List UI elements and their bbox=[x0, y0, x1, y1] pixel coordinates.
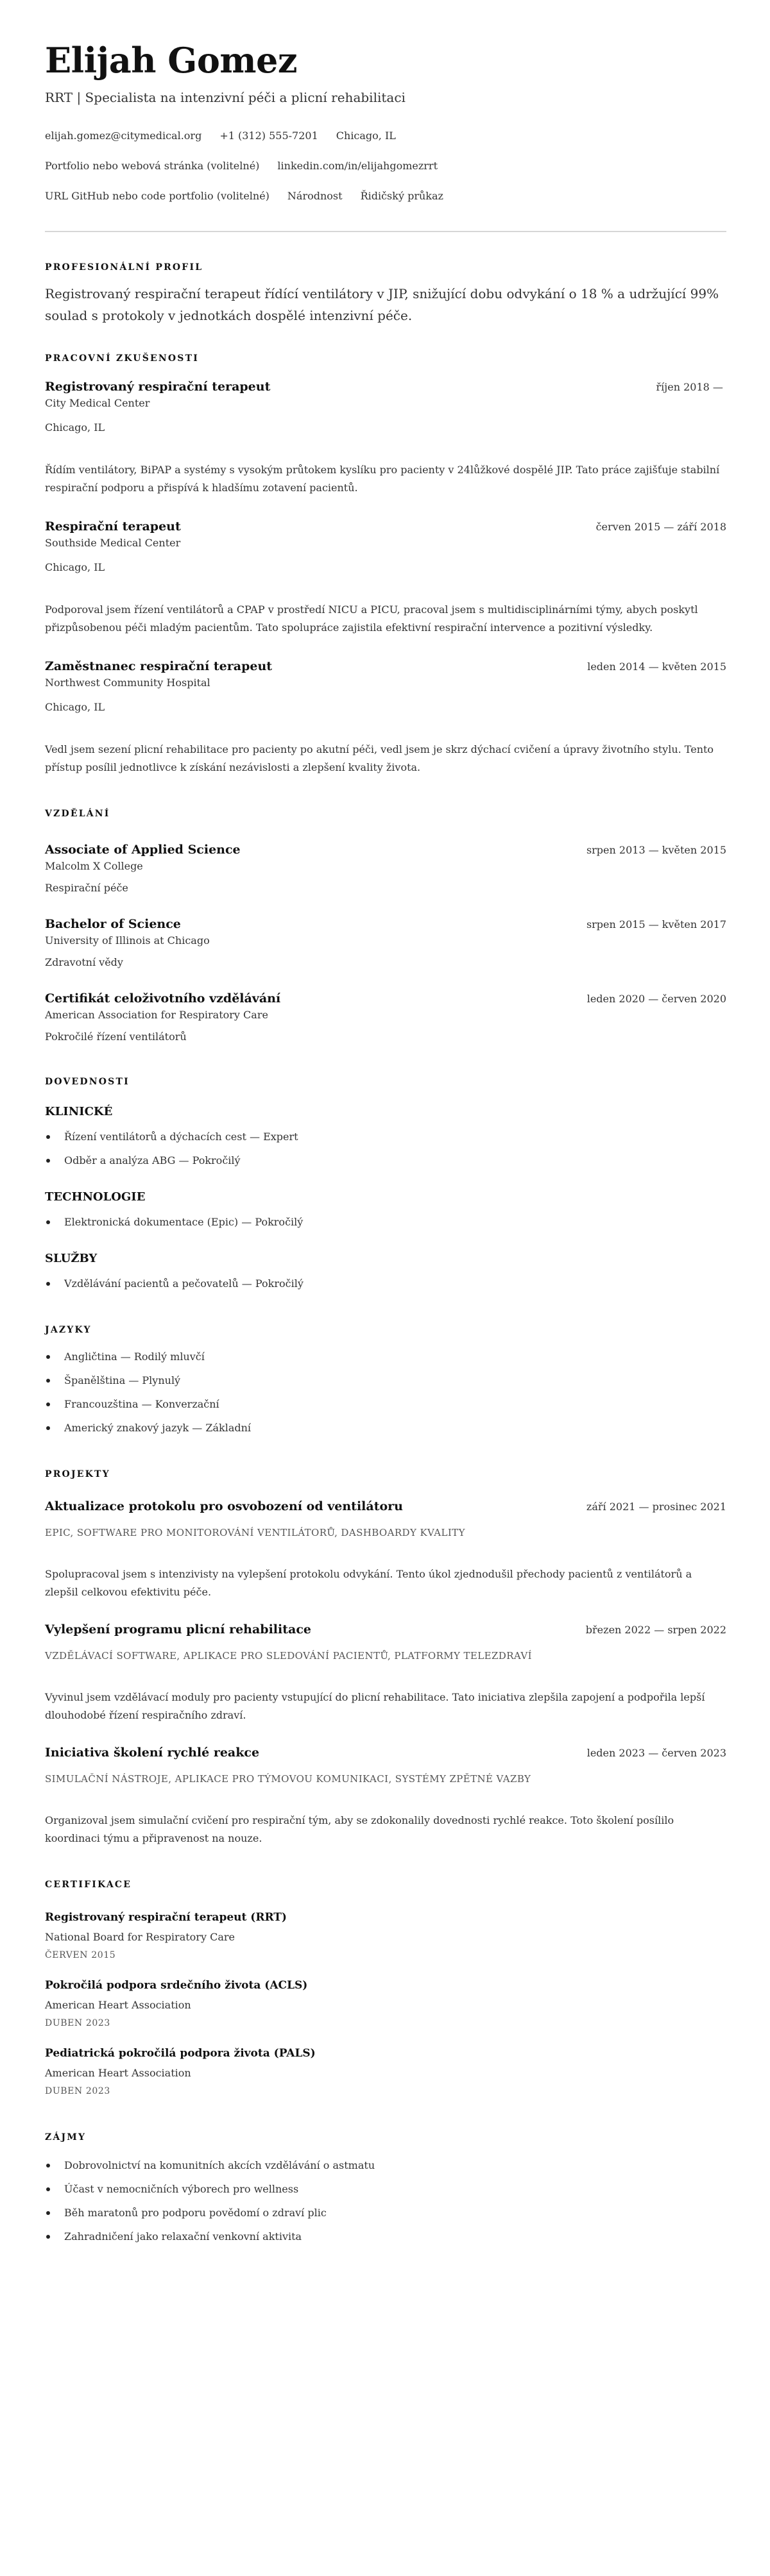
project-dates: březen 2022 — srpen 2022 bbox=[585, 1624, 726, 1636]
project-name: Iniciativa školení rychlé reakce bbox=[45, 1746, 260, 1760]
interests-section bbox=[45, 2131, 726, 2246]
skill-group-clinical: KLINICKÉ bbox=[45, 1105, 113, 1118]
section-title-experience: PRACOVNÍ ZKUŠENOSTI bbox=[45, 353, 199, 364]
phone-link[interactable]: +1 (312) 555-7201 bbox=[219, 130, 318, 142]
header-divider bbox=[45, 231, 726, 232]
degree: Associate of Applied Science bbox=[45, 843, 241, 857]
job-location: Chicago, IL bbox=[45, 701, 105, 713]
nationality: Národnost bbox=[287, 190, 343, 202]
bullet-icon bbox=[46, 2187, 50, 2191]
section-title-skills: DOVEDNOSTI bbox=[45, 1077, 130, 1087]
education-dates: srpen 2015 — květen 2017 bbox=[586, 918, 726, 930]
skill-list bbox=[45, 1275, 726, 1293]
project-tech: SIMULAČNÍ NÁSTROJE, APLIKACE PRO TÝMOVOU KOMUNIKACI, SYSTÉMY ZPĚTNÉ VAZBY bbox=[45, 1773, 531, 1785]
language-item: Americký znakový jazyk — Základní bbox=[45, 1419, 726, 1437]
project-name: Vylepšení programu plicní rehabilitace bbox=[45, 1622, 311, 1637]
language-item: Španělština — Plynulý bbox=[45, 1372, 726, 1390]
skill-item: Odběr a analýza ABG — Pokročilý bbox=[45, 1152, 726, 1170]
skill-list bbox=[45, 1213, 726, 1231]
job-dates: leden 2014 — květen 2015 bbox=[587, 661, 726, 673]
certification-issuer: National Board for Respiratory Care bbox=[45, 1931, 235, 1943]
section-title-profile: PROFESIONÁLNÍ PROFIL bbox=[45, 262, 203, 273]
location: Chicago, IL bbox=[336, 130, 396, 142]
profile-section bbox=[45, 261, 726, 326]
experience-section bbox=[45, 352, 726, 777]
certification-name: Registrovaný respirační terapeut (RRT) bbox=[45, 1911, 287, 1924]
education-entry bbox=[45, 841, 726, 896]
skill-group-technology: TECHNOLOGIE bbox=[45, 1190, 146, 1204]
skill-item: Elektronická dokumentace (Epic) — Pokročilý bbox=[45, 1213, 726, 1231]
skill-list bbox=[45, 1128, 726, 1170]
interest-item: Dobrovolnictví na komunitních akcích vzdělávání o astmatu bbox=[45, 2157, 726, 2175]
email-link[interactable]: elijah.gomez@citymedical.org bbox=[45, 130, 202, 142]
section-title-languages: JAZYKY bbox=[45, 1325, 92, 1335]
linkedin-link[interactable]: linkedin.com/in/elijahgomezrrt bbox=[277, 160, 438, 172]
project-tech: VZDĚLÁVACÍ SOFTWARE, APLIKACE PRO SLEDOVÁNÍ PACIENTŮ, PLATFORMY TELEZDRAVÍ bbox=[45, 1650, 532, 1662]
certification-name: Pediatrická pokročilá podpora života (PALS) bbox=[45, 2047, 316, 2060]
resume-header bbox=[45, 37, 726, 232]
contact-row-3 bbox=[45, 189, 726, 204]
certification-date: DUBEN 2023 bbox=[45, 2018, 110, 2028]
project-description: Spolupracoval jsem s intenzivisty na vylepšení protokolu odvykání. Tento úkol zjednodušil přechody pacientů z ventilátorů a zlepšil celkovou efektivitu péče. bbox=[45, 1568, 692, 1598]
certification-entry bbox=[45, 1977, 726, 2030]
skill-group-services: SLUŽBY bbox=[45, 1252, 98, 1265]
project-description: Vyvinul jsem vzdělávací moduly pro pacienty vstupující do plicní rehabilitace. Tato iniciativa zlepšila zapojení a podpořila lepší dlouhodobé řízení respiračního zdraví. bbox=[45, 1691, 705, 1721]
bullet-icon bbox=[46, 1220, 50, 1224]
school-name: American Association for Respiratory Care bbox=[45, 1009, 268, 1021]
company-name: Southside Medical Center bbox=[45, 537, 181, 549]
school-name: University of Illinois at Chicago bbox=[45, 934, 210, 947]
bullet-icon bbox=[46, 1159, 50, 1163]
certifications-section bbox=[45, 1878, 726, 2098]
certification-issuer: American Heart Association bbox=[45, 2067, 191, 2079]
section-title-projects: PROJEKTY bbox=[45, 1469, 110, 1479]
section-title-certifications: CERTIFIKACE bbox=[45, 1880, 132, 1890]
education-entry bbox=[45, 989, 726, 1045]
interest-list bbox=[45, 2157, 726, 2246]
bullet-icon bbox=[46, 1402, 50, 1406]
education-section bbox=[45, 807, 726, 1045]
job-dates: červen 2015 — září 2018 bbox=[595, 521, 726, 533]
experience-entry bbox=[45, 378, 726, 497]
education-dates: srpen 2013 — květen 2015 bbox=[586, 844, 726, 856]
bullet-icon bbox=[46, 1355, 50, 1359]
bullet-icon bbox=[46, 1379, 50, 1383]
section-title-interests: ZÁJMY bbox=[45, 2132, 87, 2142]
bullet-icon bbox=[46, 1426, 50, 1430]
certification-issuer: American Heart Association bbox=[45, 1999, 191, 2011]
project-entry bbox=[45, 1744, 726, 1848]
github-link[interactable]: URL GitHub nebo code portfolio (volitelné) bbox=[45, 190, 270, 202]
school-name: Malcolm X College bbox=[45, 860, 143, 872]
degree: Bachelor of Science bbox=[45, 917, 181, 931]
education-dates: leden 2020 — červen 2020 bbox=[586, 993, 726, 1005]
headline: RRT | Specialista na intenzivní péči a plicní rehabilitaci bbox=[45, 90, 406, 105]
profile-summary: Registrovaný respirační terapeut řídící ventilátory v JIP, snižující dobu odvykání o 18 % a udržující 99% soulad s protokoly v jednotkách dospělé intenzivní péče. bbox=[45, 286, 719, 323]
bullet-icon bbox=[46, 2235, 50, 2239]
job-title: Registrovaný respirační terapeut bbox=[45, 380, 271, 394]
interest-item: Zahradničení jako relaxační venkovní aktivita bbox=[45, 2228, 726, 2246]
company-name: City Medical Center bbox=[45, 397, 150, 409]
experience-entry bbox=[45, 518, 726, 637]
interest-item: Běh maratonů pro podporu povědomí o zdraví plic bbox=[45, 2204, 726, 2222]
project-dates: září 2021 — prosinec 2021 bbox=[586, 1501, 726, 1513]
job-description: Řídím ventilátory, BiPAP a systémy s vysokým průtokem kyslíku pro pacienty v 24lůžkové dospělé JIP. Tato práce zajišťuje stabilní respirační podporu a přispívá k hladšímu zotavení pacientů. bbox=[45, 464, 720, 494]
job-description: Vedl jsem sezení plicní rehabilitace pro pacienty po akutní péči, vedl jsem je skrz dýchací cvičení a úpravy životního stylu. Tento přístup posílil jednotlivce k získání nezávislosti a zlepšení kvality života. bbox=[45, 743, 714, 773]
experience-entry bbox=[45, 657, 726, 777]
skill-item: Vzdělávání pacientů a pečovatelů — Pokročilý bbox=[45, 1275, 726, 1293]
project-description: Organizoval jsem simulační cvičení pro respirační tým, aby se zdokonalily dovednosti rychlé reakce. Toto školení posílilo koordinaci týmu a připravenost na nouze. bbox=[45, 1814, 674, 1844]
language-list bbox=[45, 1348, 726, 1437]
certification-date: DUBEN 2023 bbox=[45, 2086, 110, 2096]
job-title: Zaměstnanec respirační terapeut bbox=[45, 659, 273, 673]
skill-item: Řízení ventilátorů a dýchacích cest — Expert bbox=[45, 1128, 726, 1146]
company-name: Northwest Community Hospital bbox=[45, 677, 210, 689]
certification-entry bbox=[45, 2045, 726, 2098]
degree: Certifikát celoživotního vzdělávání bbox=[45, 991, 281, 1006]
bullet-icon bbox=[46, 2164, 50, 2168]
job-dates: říjen 2018 — bbox=[656, 381, 726, 393]
drivers-license: Řidičský průkaz bbox=[360, 190, 443, 202]
projects-section bbox=[45, 1468, 726, 1848]
bullet-icon bbox=[46, 1282, 50, 1286]
skills-section bbox=[45, 1075, 726, 1293]
bullet-icon bbox=[46, 1135, 50, 1139]
languages-section bbox=[45, 1324, 726, 1437]
project-entry bbox=[45, 1497, 726, 1601]
contact-row-2 bbox=[45, 158, 726, 174]
job-description: Podporoval jsem řízení ventilátorů a CPAP v prostředí NICU a PICU, pracoval jsem s multidisciplinárními týmy, abych poskytl přizpůsobenou péči mladým pacientům. Tato spolupráce zajistila efektivní respirační intervence a pozitivní výsledky. bbox=[45, 603, 698, 634]
job-title: Respirační terapeut bbox=[45, 519, 181, 534]
contact-row-1 bbox=[45, 128, 726, 144]
field-of-study: Respirační péče bbox=[45, 882, 128, 894]
certification-entry bbox=[45, 1909, 726, 1962]
project-entry bbox=[45, 1621, 726, 1724]
bullet-icon bbox=[46, 2211, 50, 2215]
education-entry bbox=[45, 915, 726, 970]
field-of-study: Pokročilé řízení ventilátorů bbox=[45, 1031, 187, 1043]
project-tech: EPIC, SOFTWARE PRO MONITOROVÁNÍ VENTILÁTORŮ, DASHBOARDY KVALITY bbox=[45, 1527, 465, 1538]
section-title-education: VZDĚLÁNÍ bbox=[45, 809, 110, 819]
language-item: Angličtina — Rodilý mluvčí bbox=[45, 1348, 726, 1366]
certification-date: ČERVEN 2015 bbox=[45, 1950, 116, 1960]
job-location: Chicago, IL bbox=[45, 421, 105, 434]
portfolio-link[interactable]: Portfolio nebo webová stránka (volitelné) bbox=[45, 160, 260, 172]
language-item: Francouzština — Konverzační bbox=[45, 1395, 726, 1413]
job-location: Chicago, IL bbox=[45, 561, 105, 573]
candidate-name: Elijah Gomez bbox=[45, 40, 298, 81]
project-name: Aktualizace protokolu pro osvobození od ventilátoru bbox=[45, 1499, 403, 1513]
certification-name: Pokročilá podpora srdečního života (ACLS) bbox=[45, 1979, 308, 1992]
interest-item: Účast v nemocničních výborech pro wellness bbox=[45, 2180, 726, 2198]
field-of-study: Zdravotní vědy bbox=[45, 956, 123, 968]
project-dates: leden 2023 — červen 2023 bbox=[586, 1747, 726, 1759]
